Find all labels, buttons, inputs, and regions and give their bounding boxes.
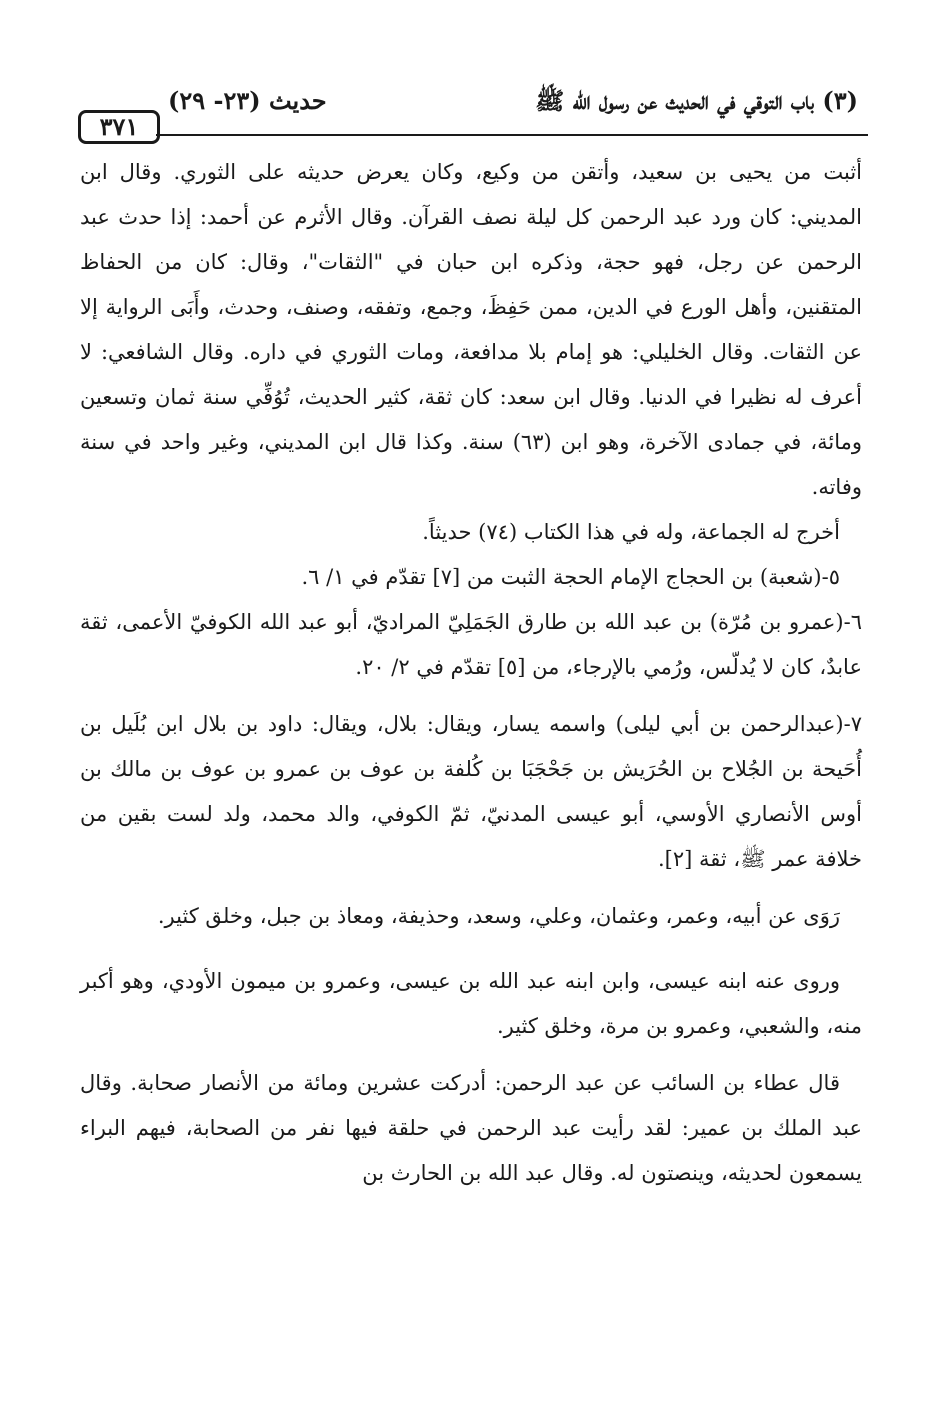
paragraph-narrated-from: رَوَى عن أبيه، وعمر، وعثمان، وعلي، وسعد، وحذيفة، ومعاذ بن جبل، وخلق كثير. <box>157 904 840 928</box>
running-head <box>168 86 858 121</box>
paragraph-narrator-6: ٦-(عمرو بن مُرّة) بن عبد الله بن طارق الجَمَلِيّ المراديّ، أبو عبد الله الكوفيّ الأعمى، ثقة عابدٌ، كان لا يُدلّس، ورُمي بالإرجاء، من [٥] تقدّم في ٢/ ٢٠. <box>80 610 862 679</box>
paragraph-narrator-praise: أثبت من يحيى بن سعيد، وأتقن من وكيع، وكان يعرض حديثه على الثوري. وقال ابن المديني: كان ورد عبد الرحمن كل ليلة نصف القرآن. وقال الأثرم عن أحمد: إذا حدث عبد الرحمن عن رجل، فهو حجة، وذكره ابن حبان في "الثقات"، وقال: كان من الحفاظ المتقنين، وأهل الورع في الدين، ممن حَفِظَ، وجمع، وتفقه، وصنف، وحدث، وأَبَى الرواية إلا عن الثقات. وقال الخليلي: هو إمام بلا مدافعة، ومات الثوري في داره. وقال الشافعي: لا أعرف له نظيرا في الدنيا. وقال ابن سعد: كان ثقة، كثير الحديث، تُوُفِّي سنة ثمان وتسعين ومائة، في جمادى الآخرة، وهو ابن (٦٣) سنة. وكذا قال ابن المديني، وغير واحد في سنة وفاته. <box>80 160 863 499</box>
chapter-title: (٣) باب التوقي في الحديث عن رسول الله ﷺ <box>535 86 858 115</box>
paragraph-statements: قال عطاء بن السائب عن عبد الرحمن: أدركت عشرين ومائة من الأنصار صحابة. وقال عبد الملك بن عمير: لقد رأيت عبد الرحمن في حلقة فيها نفر من الصحابة، فيهم البراء يسمعون لحديثه، وينصتون له. وقال عبد الله بن الحارث بن <box>80 1071 862 1185</box>
paragraph-narrator-7: ٧-(عبدالرحمن بن أبي ليلى) واسمه يسار، ويقال: بلال، ويقال: داود بن بلال ابن بُلَيل بن أُحَيحة بن الجُلاح بن الحُرَيش بن جَحْجَبَا بن كُلفة بن عوف بن عمرو بن عوف بن مالك بن أوس الأنصاري الأوسي، أبو عيسى المدنيّ، ثمّ الكوفي، والد محمد، ولد لست بقين من خلافة عمر ﷺ، ثقة [٢]. <box>80 712 862 871</box>
hadith-range: حديث (٢٣- ٢٩) <box>168 86 327 115</box>
page-number: ٣٧١ <box>78 110 160 144</box>
paragraph-narrations-count: أخرج له الجماعة، وله في هذا الكتاب (٧٤) حديثاً. <box>422 520 840 544</box>
paragraph-narrated-by: وروى عنه ابنه عيسى، وابن ابنه عبد الله بن عيسى، وعمرو بن ميمون الأودي، وهو أكبر منه، والشعبي، وعمرو بن مرة، وخلق كثير. <box>80 969 862 1038</box>
header-rule <box>156 134 868 136</box>
page-header <box>78 84 868 146</box>
body-text <box>80 150 862 1196</box>
paragraph-narrator-5: ٥-(شعبة) بن الحجاج الإمام الحجة الثبت من [٧] تقدّم في ١/ ٦. <box>301 565 840 589</box>
